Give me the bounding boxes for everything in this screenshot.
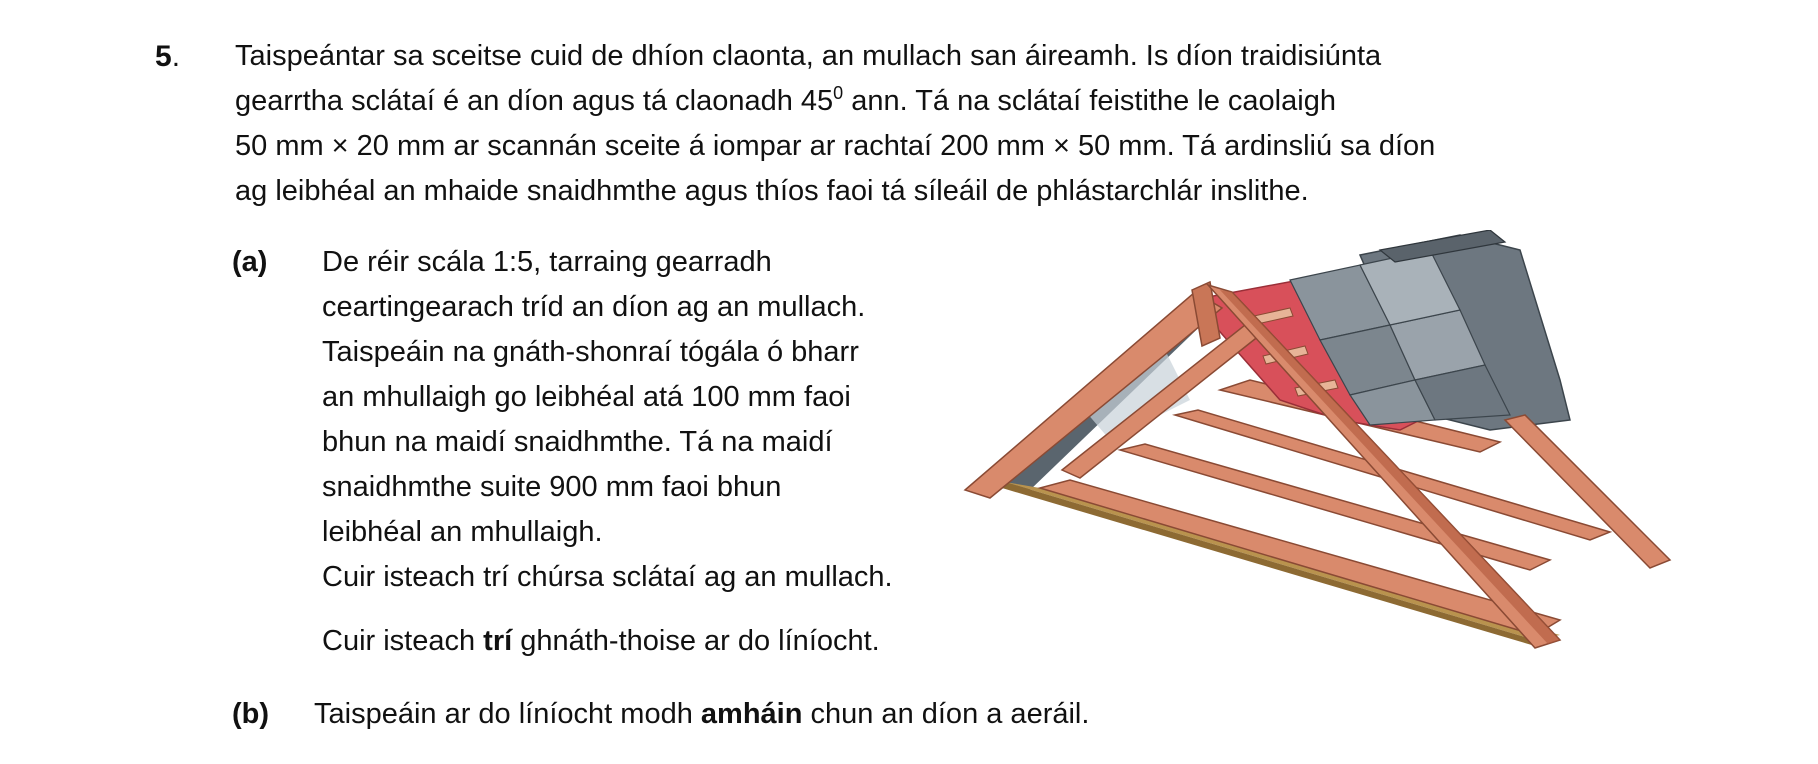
part-a-dimension-instruction: Cuir isteach trí ghnáth-thoise ar do líníocht. [322,625,880,657]
part-a-line: Cuir isteach trí chúrsa sclátaí ag an mullach. [322,561,893,593]
part-a-text [322,240,1022,664]
part-a-line: leibhéal an mhullaigh. [322,516,603,548]
part-a-line: ceartingearach tríd an díon ag an mullach. [322,291,866,323]
part-a-line: De réir scála 1:5, tarraing gearradh [322,246,772,278]
part-a-line: bhun na maidí snaidhmthe. Tá na maidí [322,426,833,458]
intro-line-1: Taispeántar sa sceitse cuid de dhíon claonta, an mullach san áireamh. Is díon traidisiúnta [235,40,1382,72]
question-intro [235,34,1705,214]
part-a-label: (a) [232,246,268,278]
part-a-line: an mhullaigh go leibhéal atá 100 mm faoi [322,381,851,413]
part-a-line: Taispeáin na gnáth-shonraí tógála ó bharr [322,336,859,368]
degree-superscript: 0 [833,83,844,103]
part-a-line: snaidhmthe suite 900 mm faoi bhun [322,471,782,503]
intro-line-2: gearrtha sclátaí é an díon agus tá claonadh $45^0$ ann. Tá na sclátaí feistithe le caolaigh [235,83,1336,117]
intro-line-3: 50 mm × 20 mm ar scannán sceite á iompar ar rachtaí 200 mm × 50 mm. Tá ardinsliú sa díon [235,130,1436,162]
intro-line-4: ag leibhéal an mhaide snaidhmthe agus thíos faoi tá síleáil de phlástarchlár inslithe. [235,175,1309,207]
part-b-text: Taispeáin ar do líníocht modh amháin chun an díon a aeráil. [314,698,1090,730]
rafter-right [1505,415,1670,568]
question-number: 5. [155,40,181,73]
pitched-roof-sketch-icon [960,230,1680,670]
part-b-label: (b) [232,698,270,730]
